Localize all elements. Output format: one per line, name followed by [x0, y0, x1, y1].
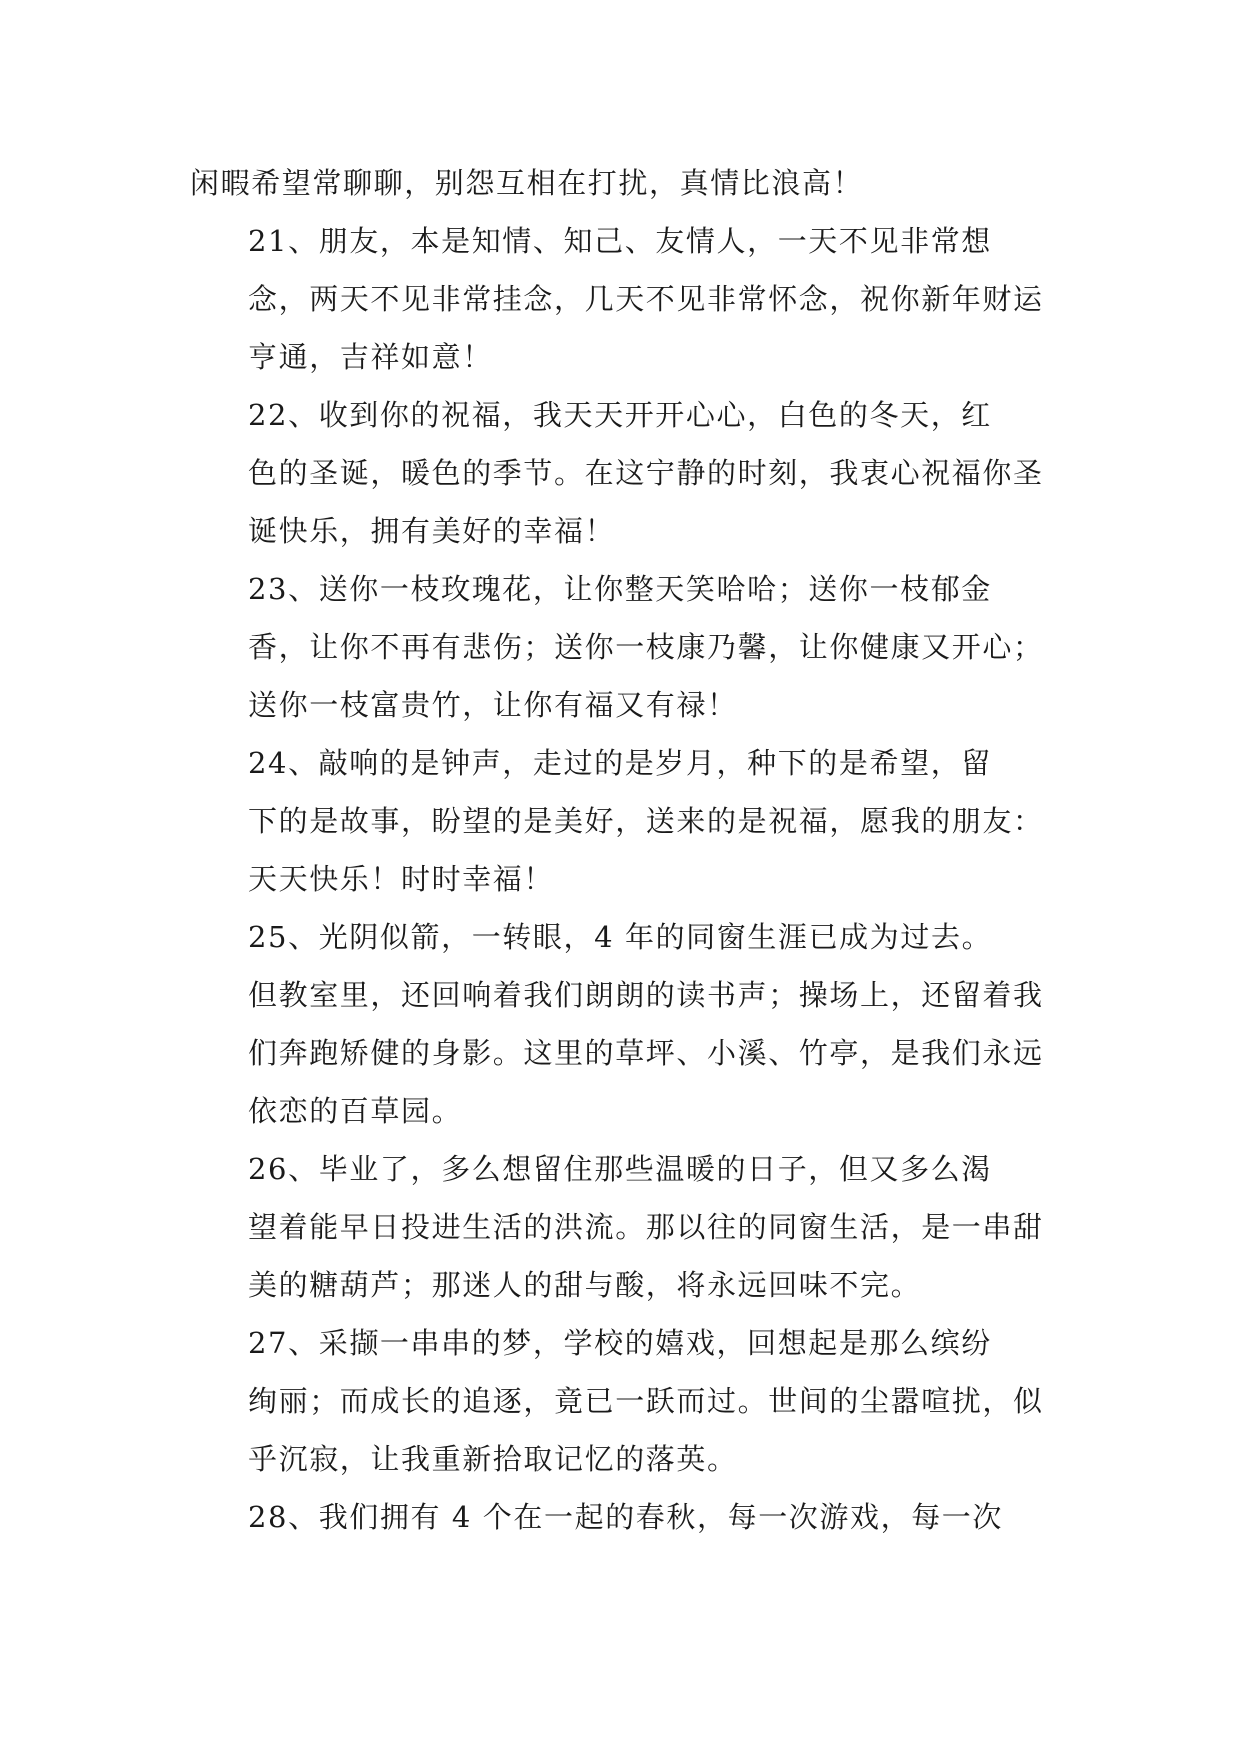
text-line: 亨通，吉祥如意！	[248, 340, 493, 374]
text-line: 下的是故事，盼望的是美好，送来的是祝福，愿我的朋友：	[248, 804, 1044, 838]
text-line: 但教室里，还回响着我们朗朗的读书声；操场上，还留着我	[248, 978, 1044, 1012]
text-line: 24、敲响的是钟声，走过的是岁月，种下的是希望，留	[248, 746, 992, 780]
text-line: 22、收到你的祝福，我天天开开心心，白色的冬天，红	[248, 398, 992, 432]
text-line: 26、毕业了，多么想留住那些温暖的日子，但又多么渴	[248, 1152, 992, 1186]
text-line: 闲暇希望常聊聊，别怨互相在打扰，真情比浪高！	[190, 166, 864, 200]
text-line: 望着能早日投进生活的洪流。那以往的同窗生活，是一串甜	[248, 1210, 1044, 1244]
paragraph	[190, 560, 1052, 734]
text-line: 乎沉寂，让我重新拾取记忆的落英。	[248, 1442, 738, 1476]
paragraph	[190, 734, 1052, 908]
text-line: 25、光阴似箭，一转眼，4 年的同窗生涯已成为过去。	[248, 920, 993, 954]
text-line: 色的圣诞，暖色的季节。在这宁静的时刻，我衷心祝福你圣	[248, 456, 1044, 490]
paragraph	[190, 1140, 1052, 1314]
text-line: 23、送你一枝玫瑰花，让你整天笑哈哈；送你一枝郁金	[248, 572, 992, 606]
paragraph	[190, 1488, 1052, 1546]
text-line: 们奔跑矫健的身影。这里的草坪、小溪、竹亭，是我们永远	[248, 1036, 1044, 1070]
text-line: 诞快乐，拥有美好的幸福！	[248, 514, 616, 548]
text-line: 天天快乐！时时幸福！	[248, 862, 555, 896]
text-line: 香，让你不再有悲伤；送你一枝康乃馨，让你健康又开心；	[248, 630, 1044, 664]
paragraph	[190, 154, 1052, 212]
text-line: 28、我们拥有 4 个在一起的春秋，每一次游戏，每一次	[248, 1500, 1003, 1534]
document-body	[190, 154, 1052, 1546]
text-line: 依恋的百草园。	[248, 1094, 463, 1128]
text-line: 念，两天不见非常挂念，几天不见非常怀念，祝你新年财运	[248, 282, 1044, 316]
paragraph	[190, 1314, 1052, 1488]
paragraph	[190, 212, 1052, 386]
paragraph	[190, 908, 1052, 1140]
text-line: 绚丽；而成长的追逐，竟已一跃而过。世间的尘嚣喧扰，似	[248, 1384, 1044, 1418]
text-line: 21、朋友，本是知情、知己、友情人，一天不见非常想	[248, 224, 992, 258]
text-line: 送你一枝富贵竹，让你有福又有禄！	[248, 688, 738, 722]
paragraph	[190, 386, 1052, 560]
text-line: 27、采撷一串串的梦，学校的嬉戏，回想起是那么缤纷	[248, 1326, 992, 1360]
text-line: 美的糖葫芦；那迷人的甜与酸，将永远回味不完。	[248, 1268, 922, 1302]
